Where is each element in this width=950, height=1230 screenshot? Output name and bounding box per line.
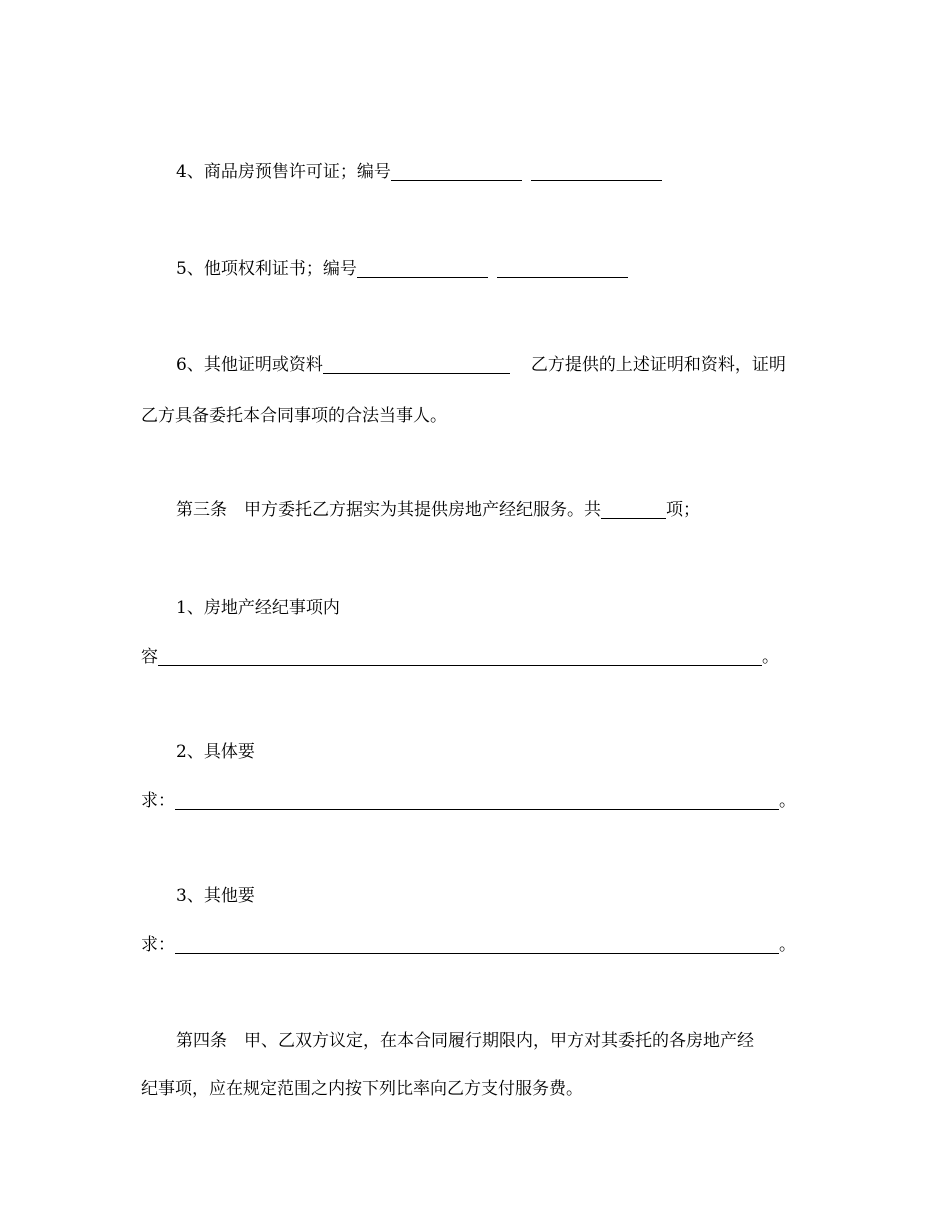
clause-5-label: 5、他项权利证书；编号 — [176, 259, 357, 279]
clause-4-label: 4、商品房预售许可证；编号 — [176, 162, 391, 182]
rights-certificate-number-blank-2[interactable] — [497, 259, 628, 278]
item-2-heading — [176, 741, 255, 763]
item-1-content-prefix: 容 — [141, 647, 158, 667]
article-4-continuation — [141, 1078, 583, 1100]
article-3 — [176, 499, 700, 521]
item-2-content-end: 。 — [779, 791, 796, 811]
article-3-text: 第三条 甲方委托乙方据实为其提供房地产经纪服务。共 — [176, 500, 601, 520]
article-4 — [176, 1030, 754, 1052]
service-count-blank[interactable] — [601, 500, 666, 519]
clause-6-statement: 乙方提供的上述证明和资料，证明 — [530, 355, 786, 375]
item-2-label: 2、具体要 — [176, 742, 255, 762]
article-3-suffix: 项； — [666, 500, 700, 520]
article-4-continuation-text: 纪事项，应在规定范围之内按下列比率向乙方支付服务费。 — [141, 1079, 583, 1099]
clause-6-continuation — [141, 405, 447, 427]
item-3-content-end: 。 — [779, 935, 796, 955]
clause-6-continuation-text: 乙方具备委托本合同事项的合法当事人。 — [141, 406, 447, 426]
item-1-label: 1、房地产经纪事项内 — [176, 598, 340, 618]
presale-permit-number-blank-2[interactable] — [531, 162, 662, 181]
item-1-heading — [176, 597, 340, 619]
other-requirements-blank[interactable] — [175, 935, 779, 954]
clause-6-other-documents — [176, 354, 786, 376]
other-documents-blank[interactable] — [323, 355, 510, 374]
presale-permit-number-blank-1[interactable] — [391, 162, 522, 181]
specific-requirements-blank[interactable] — [175, 791, 779, 810]
rights-certificate-number-blank-1[interactable] — [357, 259, 488, 278]
item-3-content-line — [141, 934, 796, 956]
item-2-content-prefix: 求： — [141, 791, 175, 811]
item-3-heading — [176, 885, 255, 907]
clause-5-other-rights-certificate — [176, 258, 628, 280]
item-3-content-prefix: 求： — [141, 935, 175, 955]
item-3-label: 3、其他要 — [176, 886, 255, 906]
article-4-text: 第四条 甲、乙双方议定，在本合同履行期限内，甲方对其委托的各房地产经 — [176, 1031, 754, 1051]
clause-6-label: 6、其他证明或资料 — [176, 355, 323, 375]
clause-4-presale-permit — [176, 161, 662, 183]
item-1-content-end: 。 — [762, 647, 779, 667]
item-1-content-line — [141, 646, 779, 668]
brokerage-content-blank[interactable] — [158, 647, 762, 666]
item-2-content-line — [141, 790, 796, 812]
